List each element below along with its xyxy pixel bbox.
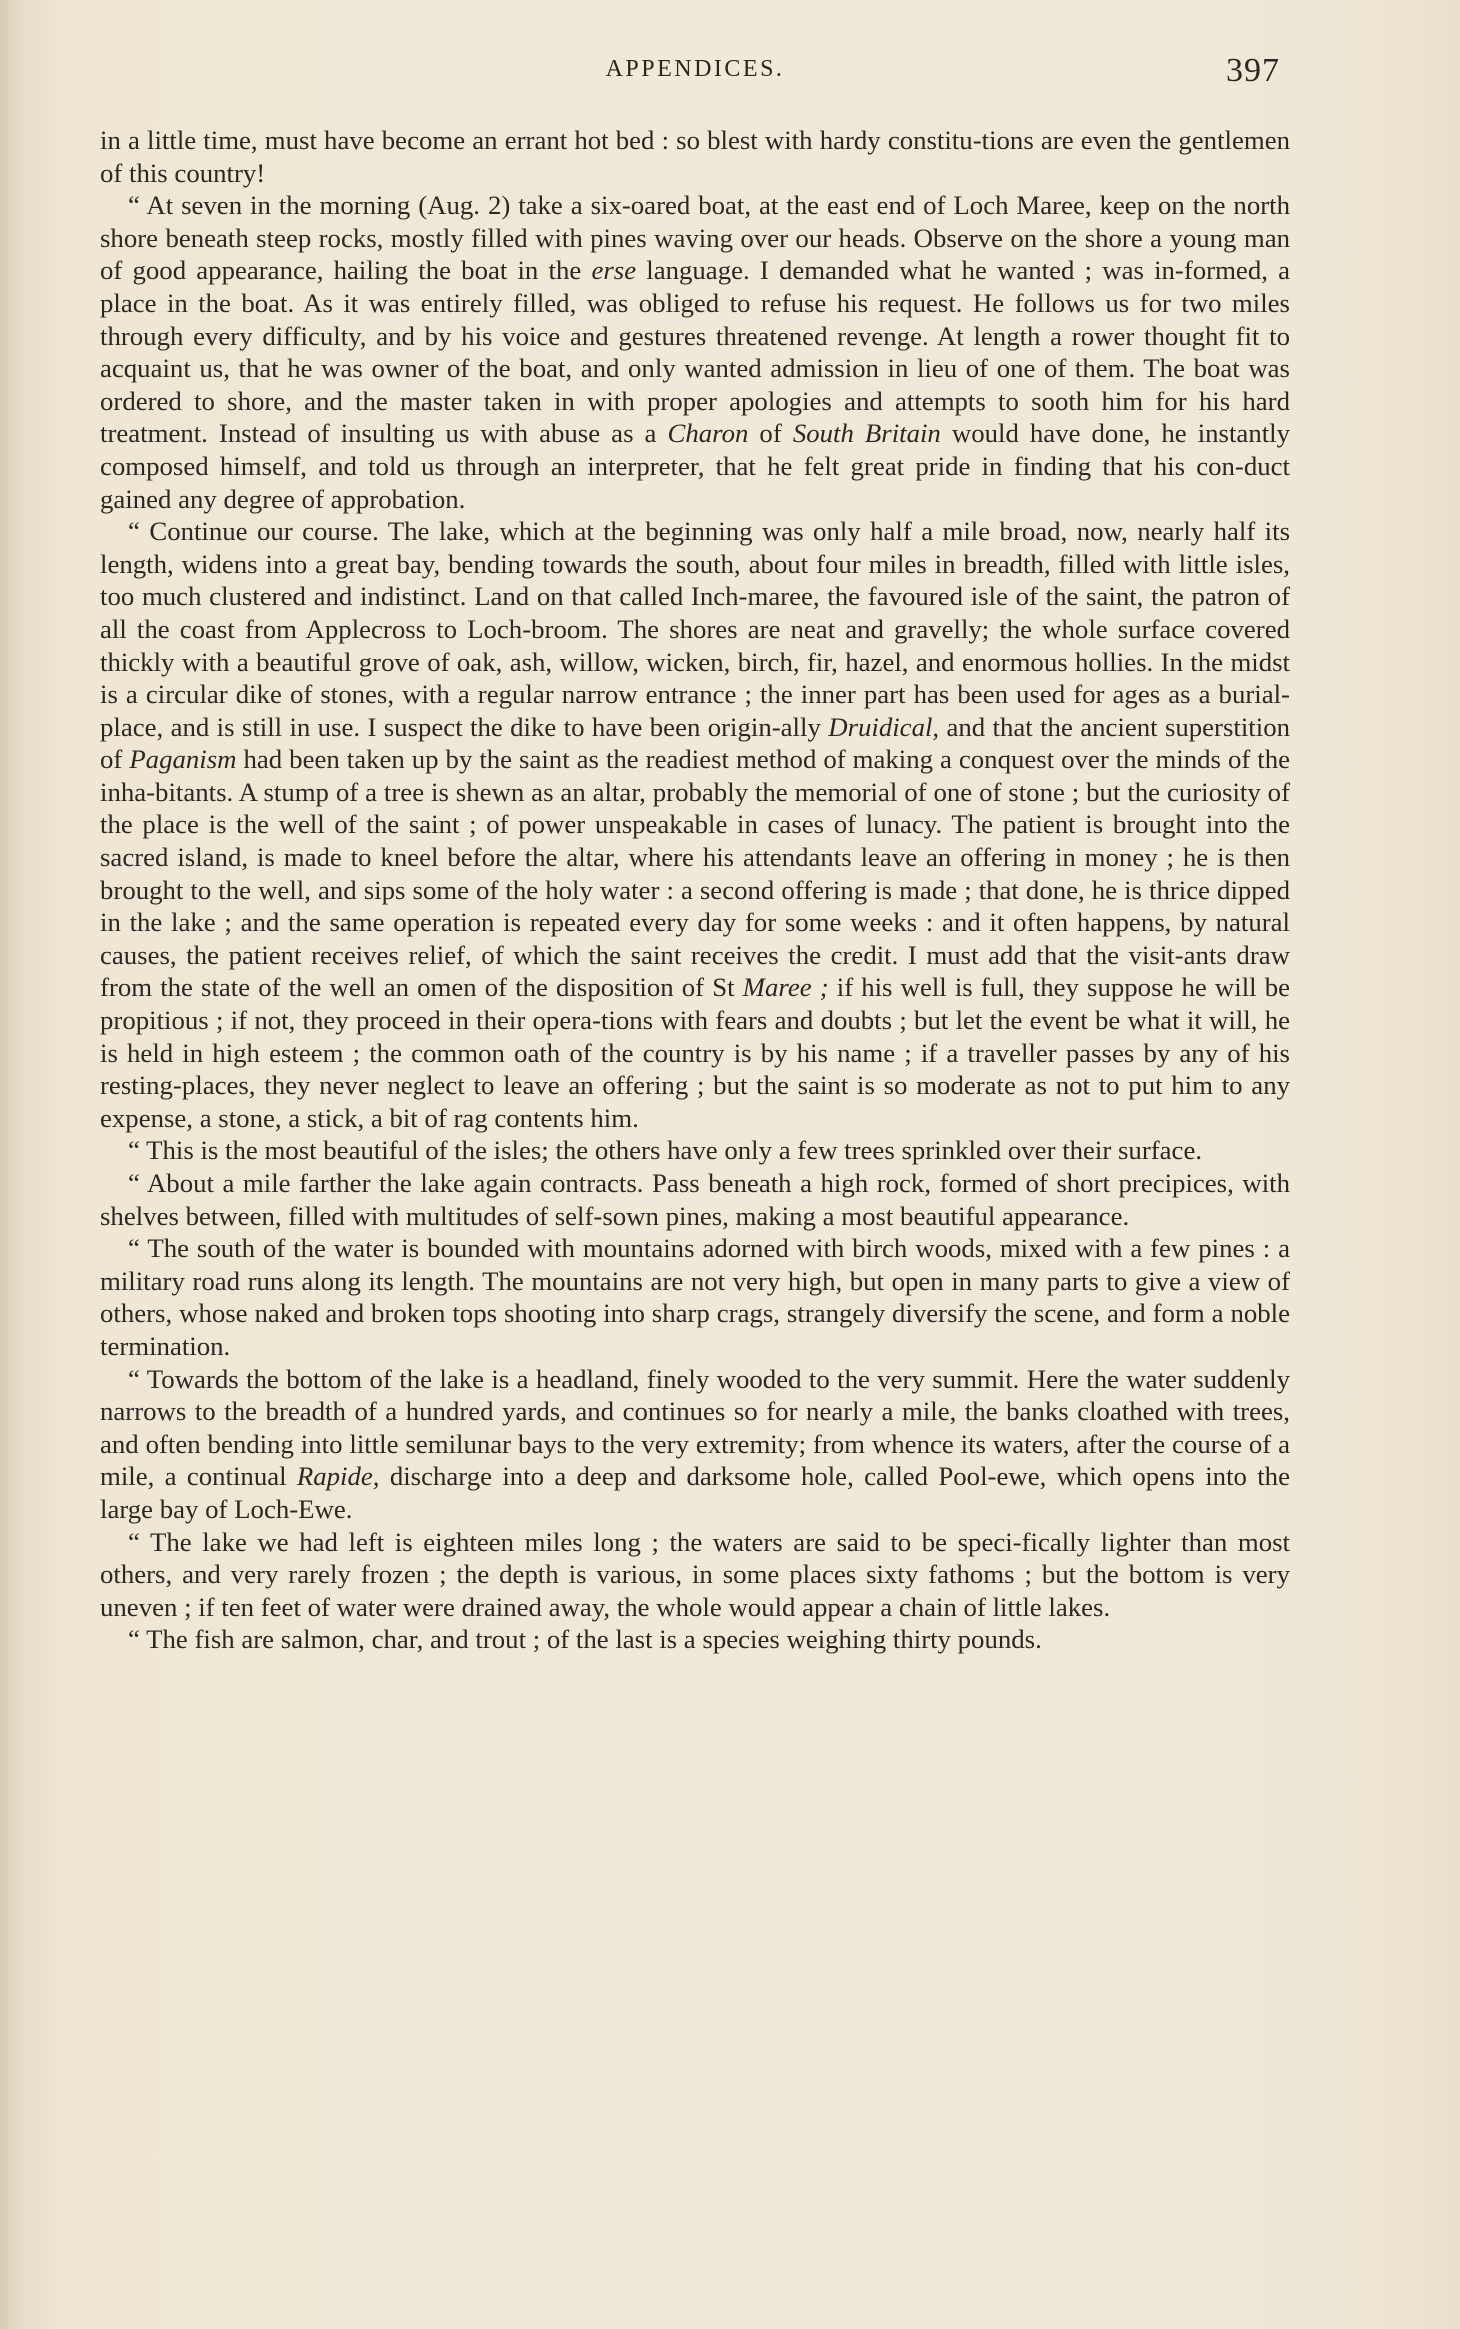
text-run: and that the ancient superstition of [100,711,1290,775]
italic-text: Maree ; [742,972,829,1003]
paragraph [100,1167,1290,1232]
page-number: 397 [1226,52,1280,89]
paragraph [100,124,1290,189]
paragraph [100,189,1290,515]
paragraph [100,1134,1290,1167]
text-run: would have done, he instantly composed himself, and told us through an interpreter, that he felt great pride in finding that his con-duct gained any degree of approbation. [100,418,1291,514]
text-run: “ The south of the water is bounded with mountains adorned with birch woods, mixed with a few pines : a military road runs along its length. The mountains are not very high, but open in many parts to give a view of others, whose naked and broken tops shooting into sharp crags, strangely diversify the scene, and form a noble termination. [100,1233,1290,1361]
text-run: “ About a mile farther the lake again contracts. Pass beneath a high rock, formed of short precipices, with shelves between, filled with multitudes of self-sown pines, making a most beautiful appearance. [100,1168,1290,1231]
page-header [100,52,1290,102]
text-run: of [748,418,793,449]
text-run: language. I demanded what he wanted ; was in-formed, a place in the boat. As it was entirely filled, was obliged to refuse his request. He follows us for two miles through every difficulty, and by his voice and gestures threatened revenge. At length a rower thought fit to acquaint us, that he was owner of the boat, and only wanted admission in lieu of one of them. The boat was ordered to shore, and the master taken in with proper apologies and attempts to sooth him for his hard treatment. Instead of insulting us with abuse as a [100,255,1290,449]
italic-text: Rapide, [296,1461,380,1492]
italic-text: Druidical, [828,711,940,742]
italic-text: Charon [667,418,749,449]
paragraph [100,1526,1290,1624]
paragraph [100,1232,1290,1362]
paragraph [100,515,1290,1134]
text-run: “ This is the most beautiful of the isles; the others have only a few trees sprinkled over their surface. [128,1135,1203,1166]
text-run: if his well is full, they suppose he will be propitious ; if not, they proceed in their opera-tions with fears and doubts ; but let the event be what it will, he is held in high esteem ; the common oath of the country is by his name ; if a traveller passes by any of his resting-places, they never neglect to leave an offering ; but the saint is so moderate as not to put him to any expense, a stone, a stick, a bit of rag contents him. [100,972,1290,1133]
text-run: “ Continue our course. The lake, which at the beginning was only half a mile broad, now, nearly half its length, widens into a great bay, bending towards the south, about four miles in breadth, filled with little isles, too much clustered and indistinct. Land on that called Inch-maree, the favoured isle of the saint, the patron of all the coast from Applecross to Loch-broom. The shores are neat and gravelly; the whole surface covered thickly with a beautiful grove of oak, ash, willow, wicken, birch, fir, hazel, and enormous hollies. In the midst is a circular dike of stones, with a regular narrow entrance ; the inner part has been used for ages as a burial-place, and is still in use. I suspect the dike to have been origin-ally [100,516,1290,742]
text-run: “ Towards the bottom of the lake is a headland, finely wooded to the very summit. Here the water suddenly narrows to the breadth of a hundred yards, and continues so for nearly a mile, the banks cloathed with trees, and often bending into little semilunar bays to the very extremity; from whence its waters, after the course of a mile, a continual [100,1363,1290,1492]
paragraph [100,1363,1290,1526]
italic-text: erse [591,255,637,286]
text-run: “ At seven in the morning (Aug. 2) take a six-oared boat, at the east end of Loch Maree, keep on the north shore beneath steep rocks, mostly filled with pines waving over our heads. Observe on the shore a young man of good appearance, hailing the boat in the [100,190,1290,286]
text-run: discharge into a deep and darksome hole, called Pool-ewe, which opens into the large bay of Loch-Ewe. [100,1461,1290,1524]
text-run: had been taken up by the saint as the readiest method of making a conquest over the minds of the inha-bitants. A stump of a tree is shewn as an altar, probably the memorial of one of stone ; but the curiosity of the place is the well of the saint ; of power unspeakable in cases of lunacy. The patient is brought into the sacred island, is made to kneel before the altar, where his attendants leave an offering in money ; he is then brought to the well, and sips some of the holy water : a second offering is made ; that done, he is thrice dipped in the lake ; and the same operation is repeated every day for some weeks : and it often happens, by natural causes, the patient receives relief, of which the saint receives the credit. I must add that the visit-ants draw from the state of the well an omen of the disposition of St [100,744,1290,1003]
text-run: “ The lake we had left is eighteen miles long ; the waters are said to be speci-fically lighter than most others, and very rarely frozen ; the depth is various, in some places sixty fathoms ; but the bottom is very uneven ; if ten feet of water were drained away, the whole would appear a chain of little lakes. [100,1526,1290,1622]
text-run: “ The fish are salmon, char, and trout ; of the last is a species weighing thirty pounds. [128,1624,1042,1655]
text-run: in a little time, must have become an errant hot bed : so blest with hardy constitu-tions are even the gentlemen of this country! [100,125,1290,188]
italic-text: South Britain [792,418,941,449]
italic-text: Paganism [129,744,237,775]
paragraph [100,1623,1290,1656]
body-text [100,124,1290,1656]
running-head: APPENDICES. [605,56,785,82]
